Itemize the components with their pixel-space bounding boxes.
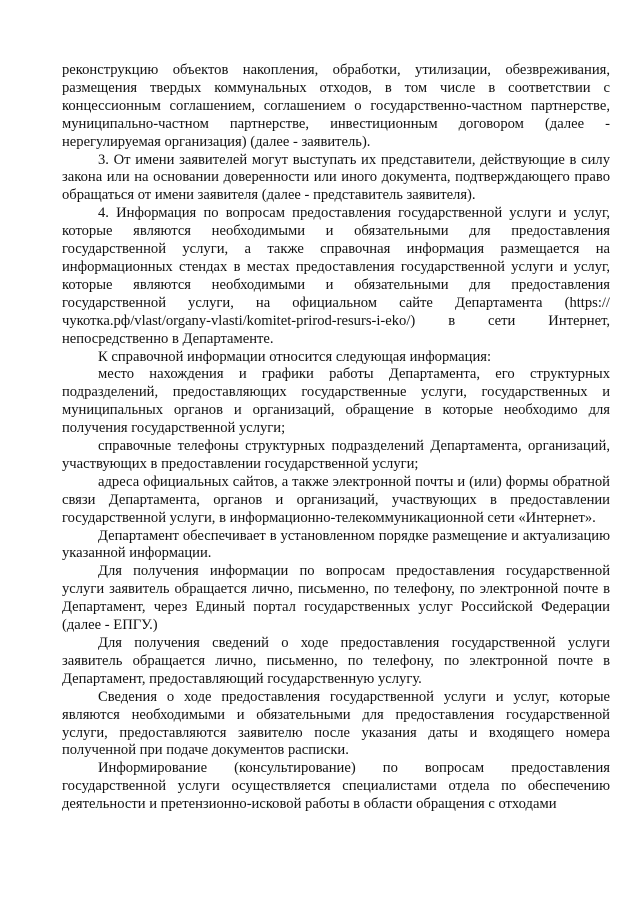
paragraph-continuation: реконструкцию объектов накопления, обработки, утилизации, обезвреживания, размещения твердых коммунальных отходов, в том числе в соответствии с концессионным соглашением, соглашением о государственно-частном партнерстве, муниципально-частном партнерстве, инвестиционным договором (далее - нерегулируемая организация) (далее - заявитель).	[62, 62, 610, 150]
paragraph-consulting: Информирование (консультирование) по вопросам предоставления государственной услуги осуществляется специалистами отдела по обеспечению деятельности и претензионно-исковой работы в области обращения с отходами	[62, 760, 610, 813]
paragraph-websites-email: адреса официальных сайтов, а также электронной почты и (или) формы обратной связи Департамента, органов и организаций, участвующих в предоставлении государственной услуги, в информационно-телекоммуникационной сети «Интернет».	[62, 473, 610, 526]
document-page	[62, 62, 610, 814]
paragraph-3-representatives: 3. От имени заявителей могут выступать их представители, действующие в силу закона или на основании доверенности или иного документа, подтверждающего право обращаться от имени заявителя (далее - представитель заявителя).	[62, 151, 610, 204]
paragraph-4-information: 4. Информация по вопросам предоставления государственной услуги и услуг, которые являются необходимыми и обязательными для предоставления государственной услуги, а также справочная информация размещается на информационных стендах в местах предоставления государственной услуги и услуг, которые являются необходимыми и обязательными для предоставления государственной услуги, на официальном сайте Департамента (https://чукотка.рф/vlast/organy-vlasti/komitet-prirod-resurs-i-eko/) в сети Интернет, непосредственно в Департаменте.	[62, 205, 610, 347]
paragraph-department-ensures: Департамент обеспечивает в установленном порядке размещение и актуализацию указанной информации.	[62, 527, 610, 562]
paragraph-progress-information: Для получения сведений о ходе предоставления государственной услуги заявитель обращается лично, письменно, по телефону, по электронной почте в Департамент, предоставляющий государственную услугу.	[62, 635, 610, 687]
paragraph-phones: справочные телефоны структурных подразделений Департамента, организаций, участвующих в предоставлении государственной услуги;	[62, 438, 610, 472]
paragraph-reference-info-intro: К справочной информации относится следующая информация:	[98, 348, 492, 365]
paragraph-obtaining-information: Для получения информации по вопросам предоставления государственной услуги заявитель обращается лично, письменно, по телефону, по электронной почте в Департамент, через Единый портал государственных услуг Российской Федерации (далее - ЕПГУ.)	[62, 563, 610, 634]
paragraph-location-schedule: место нахождения и графики работы Департамента, его структурных подразделений, предоставляющих государственные услуги, государственных и муниципальных органов и организаций, обращение в которые необходимо для получения государственной услуги;	[62, 366, 610, 437]
paragraph-progress-details: Сведения о ходе предоставления государственной услуги и услуг, которые являются необходимыми и обязательными для предоставления государственной услуги, предоставляются заявителю после указания даты и входящего номера полученной при подаче документов расписки.	[62, 688, 610, 759]
